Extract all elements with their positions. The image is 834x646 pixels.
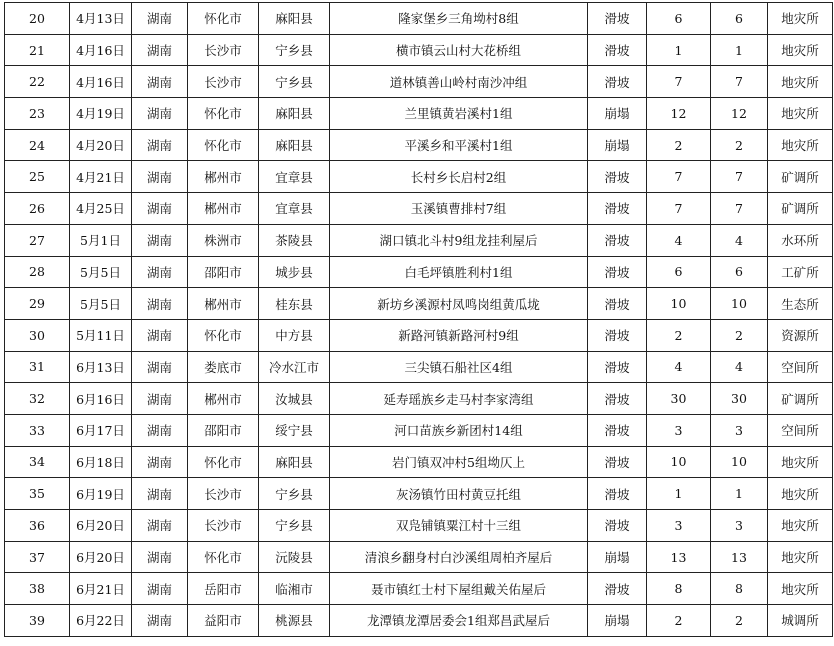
cell-count-a: 8 bbox=[647, 573, 711, 605]
cell-type: 滑坡 bbox=[588, 510, 647, 542]
cell-province: 湖南 bbox=[132, 256, 188, 288]
cell-count-a: 7 bbox=[647, 161, 711, 193]
cell-unit: 地灾所 bbox=[768, 541, 833, 573]
cell-count-a: 30 bbox=[647, 383, 711, 415]
cell-type: 滑坡 bbox=[588, 288, 647, 320]
cell-location: 平溪乡和平溪村1组 bbox=[330, 129, 588, 161]
cell-no: 29 bbox=[5, 288, 70, 320]
cell-date: 4月16日 bbox=[70, 34, 132, 66]
cell-province: 湖南 bbox=[132, 129, 188, 161]
cell-date: 4月16日 bbox=[70, 66, 132, 98]
cell-city: 怀化市 bbox=[188, 319, 259, 351]
cell-city: 郴州市 bbox=[188, 383, 259, 415]
cell-location: 清浪乡翻身村白沙溪组周柏齐屋后 bbox=[330, 541, 588, 573]
cell-type: 滑坡 bbox=[588, 351, 647, 383]
table-row bbox=[5, 414, 833, 446]
cell-type: 滑坡 bbox=[588, 414, 647, 446]
cell-location: 聂市镇红士村下屋组戴关佑屋后 bbox=[330, 573, 588, 605]
cell-date: 6月17日 bbox=[70, 414, 132, 446]
cell-count-a: 3 bbox=[647, 414, 711, 446]
cell-unit: 城调所 bbox=[768, 605, 833, 637]
cell-count-a: 2 bbox=[647, 319, 711, 351]
cell-count-a: 4 bbox=[647, 224, 711, 256]
cell-count-b: 7 bbox=[711, 193, 768, 225]
cell-city: 益阳市 bbox=[188, 605, 259, 637]
cell-date: 6月16日 bbox=[70, 383, 132, 415]
table-row bbox=[5, 288, 833, 320]
cell-date: 6月13日 bbox=[70, 351, 132, 383]
cell-no: 36 bbox=[5, 510, 70, 542]
cell-county: 宜章县 bbox=[259, 193, 330, 225]
table-row bbox=[5, 224, 833, 256]
cell-count-b: 10 bbox=[711, 288, 768, 320]
cell-count-a: 1 bbox=[647, 478, 711, 510]
cell-province: 湖南 bbox=[132, 605, 188, 637]
cell-date: 5月5日 bbox=[70, 256, 132, 288]
table-row bbox=[5, 351, 833, 383]
cell-date: 6月19日 bbox=[70, 478, 132, 510]
cell-no: 32 bbox=[5, 383, 70, 415]
cell-county: 桂东县 bbox=[259, 288, 330, 320]
cell-type: 滑坡 bbox=[588, 66, 647, 98]
cell-province: 湖南 bbox=[132, 573, 188, 605]
cell-location: 延寿瑶族乡走马村李家湾组 bbox=[330, 383, 588, 415]
cell-type: 滑坡 bbox=[588, 319, 647, 351]
cell-city: 长沙市 bbox=[188, 66, 259, 98]
cell-unit: 地灾所 bbox=[768, 34, 833, 66]
cell-date: 4月25日 bbox=[70, 193, 132, 225]
cell-unit: 地灾所 bbox=[768, 510, 833, 542]
cell-type: 崩塌 bbox=[588, 541, 647, 573]
table-row bbox=[5, 383, 833, 415]
cell-type: 滑坡 bbox=[588, 193, 647, 225]
cell-no: 22 bbox=[5, 66, 70, 98]
cell-count-b: 2 bbox=[711, 605, 768, 637]
cell-county: 麻阳县 bbox=[259, 129, 330, 161]
cell-county: 绥宁县 bbox=[259, 414, 330, 446]
cell-city: 株洲市 bbox=[188, 224, 259, 256]
cell-city: 怀化市 bbox=[188, 446, 259, 478]
cell-province: 湖南 bbox=[132, 351, 188, 383]
cell-count-a: 6 bbox=[647, 3, 711, 35]
table-body bbox=[5, 3, 833, 637]
table-row bbox=[5, 319, 833, 351]
cell-no: 34 bbox=[5, 446, 70, 478]
cell-no: 30 bbox=[5, 319, 70, 351]
cell-no: 39 bbox=[5, 605, 70, 637]
cell-city: 郴州市 bbox=[188, 193, 259, 225]
cell-no: 38 bbox=[5, 573, 70, 605]
cell-type: 滑坡 bbox=[588, 161, 647, 193]
cell-no: 27 bbox=[5, 224, 70, 256]
cell-count-a: 2 bbox=[647, 605, 711, 637]
cell-count-a: 7 bbox=[647, 66, 711, 98]
cell-county: 冷水江市 bbox=[259, 351, 330, 383]
cell-count-a: 1 bbox=[647, 34, 711, 66]
cell-county: 宁乡县 bbox=[259, 66, 330, 98]
cell-unit: 资源所 bbox=[768, 319, 833, 351]
cell-county: 沅陵县 bbox=[259, 541, 330, 573]
cell-city: 岳阳市 bbox=[188, 573, 259, 605]
cell-unit: 矿调所 bbox=[768, 161, 833, 193]
cell-city: 怀化市 bbox=[188, 541, 259, 573]
table-row bbox=[5, 193, 833, 225]
cell-province: 湖南 bbox=[132, 193, 188, 225]
cell-type: 滑坡 bbox=[588, 478, 647, 510]
cell-province: 湖南 bbox=[132, 541, 188, 573]
cell-county: 宁乡县 bbox=[259, 510, 330, 542]
cell-county: 城步县 bbox=[259, 256, 330, 288]
table-row bbox=[5, 605, 833, 637]
cell-no: 23 bbox=[5, 98, 70, 130]
cell-county: 麻阳县 bbox=[259, 3, 330, 35]
cell-unit: 地灾所 bbox=[768, 446, 833, 478]
cell-count-a: 10 bbox=[647, 446, 711, 478]
cell-count-b: 6 bbox=[711, 256, 768, 288]
cell-type: 滑坡 bbox=[588, 3, 647, 35]
cell-date: 6月18日 bbox=[70, 446, 132, 478]
cell-date: 5月1日 bbox=[70, 224, 132, 256]
table-row bbox=[5, 446, 833, 478]
table-row bbox=[5, 541, 833, 573]
cell-province: 湖南 bbox=[132, 414, 188, 446]
cell-county: 宁乡县 bbox=[259, 478, 330, 510]
cell-date: 4月19日 bbox=[70, 98, 132, 130]
cell-county: 中方县 bbox=[259, 319, 330, 351]
disaster-records-table bbox=[4, 2, 833, 637]
cell-unit: 空间所 bbox=[768, 414, 833, 446]
cell-no: 26 bbox=[5, 193, 70, 225]
cell-unit: 地灾所 bbox=[768, 66, 833, 98]
cell-city: 长沙市 bbox=[188, 478, 259, 510]
cell-date: 6月22日 bbox=[70, 605, 132, 637]
cell-location: 道林镇善山岭村南沙冲组 bbox=[330, 66, 588, 98]
cell-location: 横市镇云山村大花桥组 bbox=[330, 34, 588, 66]
cell-count-b: 8 bbox=[711, 573, 768, 605]
cell-count-a: 3 bbox=[647, 510, 711, 542]
cell-type: 滑坡 bbox=[588, 573, 647, 605]
cell-province: 湖南 bbox=[132, 224, 188, 256]
cell-no: 37 bbox=[5, 541, 70, 573]
cell-location: 岩门镇双冲村5组坳仄上 bbox=[330, 446, 588, 478]
cell-count-b: 13 bbox=[711, 541, 768, 573]
cell-count-b: 12 bbox=[711, 98, 768, 130]
cell-count-a: 4 bbox=[647, 351, 711, 383]
cell-county: 茶陵县 bbox=[259, 224, 330, 256]
cell-type: 滑坡 bbox=[588, 224, 647, 256]
cell-no: 24 bbox=[5, 129, 70, 161]
cell-type: 崩塌 bbox=[588, 98, 647, 130]
cell-date: 6月21日 bbox=[70, 573, 132, 605]
cell-province: 湖南 bbox=[132, 34, 188, 66]
cell-province: 湖南 bbox=[132, 98, 188, 130]
cell-province: 湖南 bbox=[132, 446, 188, 478]
cell-type: 崩塌 bbox=[588, 605, 647, 637]
cell-location: 隆家堡乡三角坳村8组 bbox=[330, 3, 588, 35]
cell-location: 灰汤镇竹田村黄豆托组 bbox=[330, 478, 588, 510]
cell-city: 怀化市 bbox=[188, 98, 259, 130]
cell-city: 邵阳市 bbox=[188, 414, 259, 446]
cell-count-b: 3 bbox=[711, 414, 768, 446]
cell-unit: 矿调所 bbox=[768, 383, 833, 415]
cell-count-b: 1 bbox=[711, 34, 768, 66]
cell-location: 白毛坪镇胜利村1组 bbox=[330, 256, 588, 288]
cell-count-b: 2 bbox=[711, 129, 768, 161]
cell-city: 长沙市 bbox=[188, 510, 259, 542]
cell-county: 麻阳县 bbox=[259, 446, 330, 478]
cell-count-b: 30 bbox=[711, 383, 768, 415]
cell-count-a: 7 bbox=[647, 193, 711, 225]
cell-location: 新坊乡溪源村凤鸣岗组黄瓜垅 bbox=[330, 288, 588, 320]
cell-unit: 地灾所 bbox=[768, 129, 833, 161]
cell-no: 31 bbox=[5, 351, 70, 383]
cell-count-b: 4 bbox=[711, 351, 768, 383]
cell-no: 25 bbox=[5, 161, 70, 193]
cell-no: 28 bbox=[5, 256, 70, 288]
cell-no: 21 bbox=[5, 34, 70, 66]
cell-date: 4月20日 bbox=[70, 129, 132, 161]
cell-location: 兰里镇黄岩溪村1组 bbox=[330, 98, 588, 130]
cell-city: 邵阳市 bbox=[188, 256, 259, 288]
cell-unit: 地灾所 bbox=[768, 3, 833, 35]
cell-date: 5月11日 bbox=[70, 319, 132, 351]
cell-type: 滑坡 bbox=[588, 446, 647, 478]
cell-location: 新路河镇新路河村9组 bbox=[330, 319, 588, 351]
table-row bbox=[5, 34, 833, 66]
table-row bbox=[5, 129, 833, 161]
table-row bbox=[5, 478, 833, 510]
cell-unit: 地灾所 bbox=[768, 98, 833, 130]
cell-count-b: 2 bbox=[711, 319, 768, 351]
cell-location: 湖口镇北斗村9组龙挂利屋后 bbox=[330, 224, 588, 256]
cell-no: 35 bbox=[5, 478, 70, 510]
cell-province: 湖南 bbox=[132, 510, 188, 542]
cell-count-b: 10 bbox=[711, 446, 768, 478]
cell-location: 玉溪镇曹排村7组 bbox=[330, 193, 588, 225]
cell-province: 湖南 bbox=[132, 478, 188, 510]
cell-unit: 地灾所 bbox=[768, 478, 833, 510]
cell-province: 湖南 bbox=[132, 383, 188, 415]
cell-unit: 工矿所 bbox=[768, 256, 833, 288]
cell-city: 郴州市 bbox=[188, 288, 259, 320]
cell-count-a: 10 bbox=[647, 288, 711, 320]
cell-count-a: 6 bbox=[647, 256, 711, 288]
cell-count-b: 7 bbox=[711, 66, 768, 98]
cell-count-b: 4 bbox=[711, 224, 768, 256]
cell-count-a: 2 bbox=[647, 129, 711, 161]
cell-count-a: 13 bbox=[647, 541, 711, 573]
cell-province: 湖南 bbox=[132, 3, 188, 35]
cell-location: 河口苗族乡新团村14组 bbox=[330, 414, 588, 446]
cell-unit: 生态所 bbox=[768, 288, 833, 320]
cell-unit: 水环所 bbox=[768, 224, 833, 256]
cell-count-b: 1 bbox=[711, 478, 768, 510]
cell-county: 宜章县 bbox=[259, 161, 330, 193]
cell-unit: 空间所 bbox=[768, 351, 833, 383]
cell-no: 20 bbox=[5, 3, 70, 35]
cell-unit: 矿调所 bbox=[768, 193, 833, 225]
cell-date: 6月20日 bbox=[70, 541, 132, 573]
table-row bbox=[5, 3, 833, 35]
cell-province: 湖南 bbox=[132, 288, 188, 320]
cell-city: 郴州市 bbox=[188, 161, 259, 193]
cell-city: 怀化市 bbox=[188, 129, 259, 161]
cell-date: 4月13日 bbox=[70, 3, 132, 35]
cell-type: 崩塌 bbox=[588, 129, 647, 161]
cell-count-a: 12 bbox=[647, 98, 711, 130]
cell-date: 6月20日 bbox=[70, 510, 132, 542]
cell-count-b: 3 bbox=[711, 510, 768, 542]
cell-unit: 地灾所 bbox=[768, 573, 833, 605]
table-row bbox=[5, 161, 833, 193]
cell-type: 滑坡 bbox=[588, 383, 647, 415]
cell-county: 宁乡县 bbox=[259, 34, 330, 66]
cell-county: 汝城县 bbox=[259, 383, 330, 415]
cell-no: 33 bbox=[5, 414, 70, 446]
cell-city: 长沙市 bbox=[188, 34, 259, 66]
cell-location: 长村乡长启村2组 bbox=[330, 161, 588, 193]
cell-date: 5月5日 bbox=[70, 288, 132, 320]
cell-date: 4月21日 bbox=[70, 161, 132, 193]
cell-count-b: 6 bbox=[711, 3, 768, 35]
cell-city: 怀化市 bbox=[188, 3, 259, 35]
table-row bbox=[5, 98, 833, 130]
cell-province: 湖南 bbox=[132, 319, 188, 351]
table-row bbox=[5, 256, 833, 288]
cell-location: 三尖镇石船社区4组 bbox=[330, 351, 588, 383]
cell-city: 娄底市 bbox=[188, 351, 259, 383]
table-row bbox=[5, 66, 833, 98]
cell-count-b: 7 bbox=[711, 161, 768, 193]
cell-location: 龙潭镇龙潭居委会1组郑昌武屋后 bbox=[330, 605, 588, 637]
table-row bbox=[5, 510, 833, 542]
cell-location: 双凫铺镇粟江村十三组 bbox=[330, 510, 588, 542]
cell-county: 麻阳县 bbox=[259, 98, 330, 130]
cell-type: 滑坡 bbox=[588, 256, 647, 288]
cell-county: 桃源县 bbox=[259, 605, 330, 637]
cell-province: 湖南 bbox=[132, 66, 188, 98]
cell-province: 湖南 bbox=[132, 161, 188, 193]
cell-type: 滑坡 bbox=[588, 34, 647, 66]
cell-county: 临湘市 bbox=[259, 573, 330, 605]
table-row bbox=[5, 573, 833, 605]
